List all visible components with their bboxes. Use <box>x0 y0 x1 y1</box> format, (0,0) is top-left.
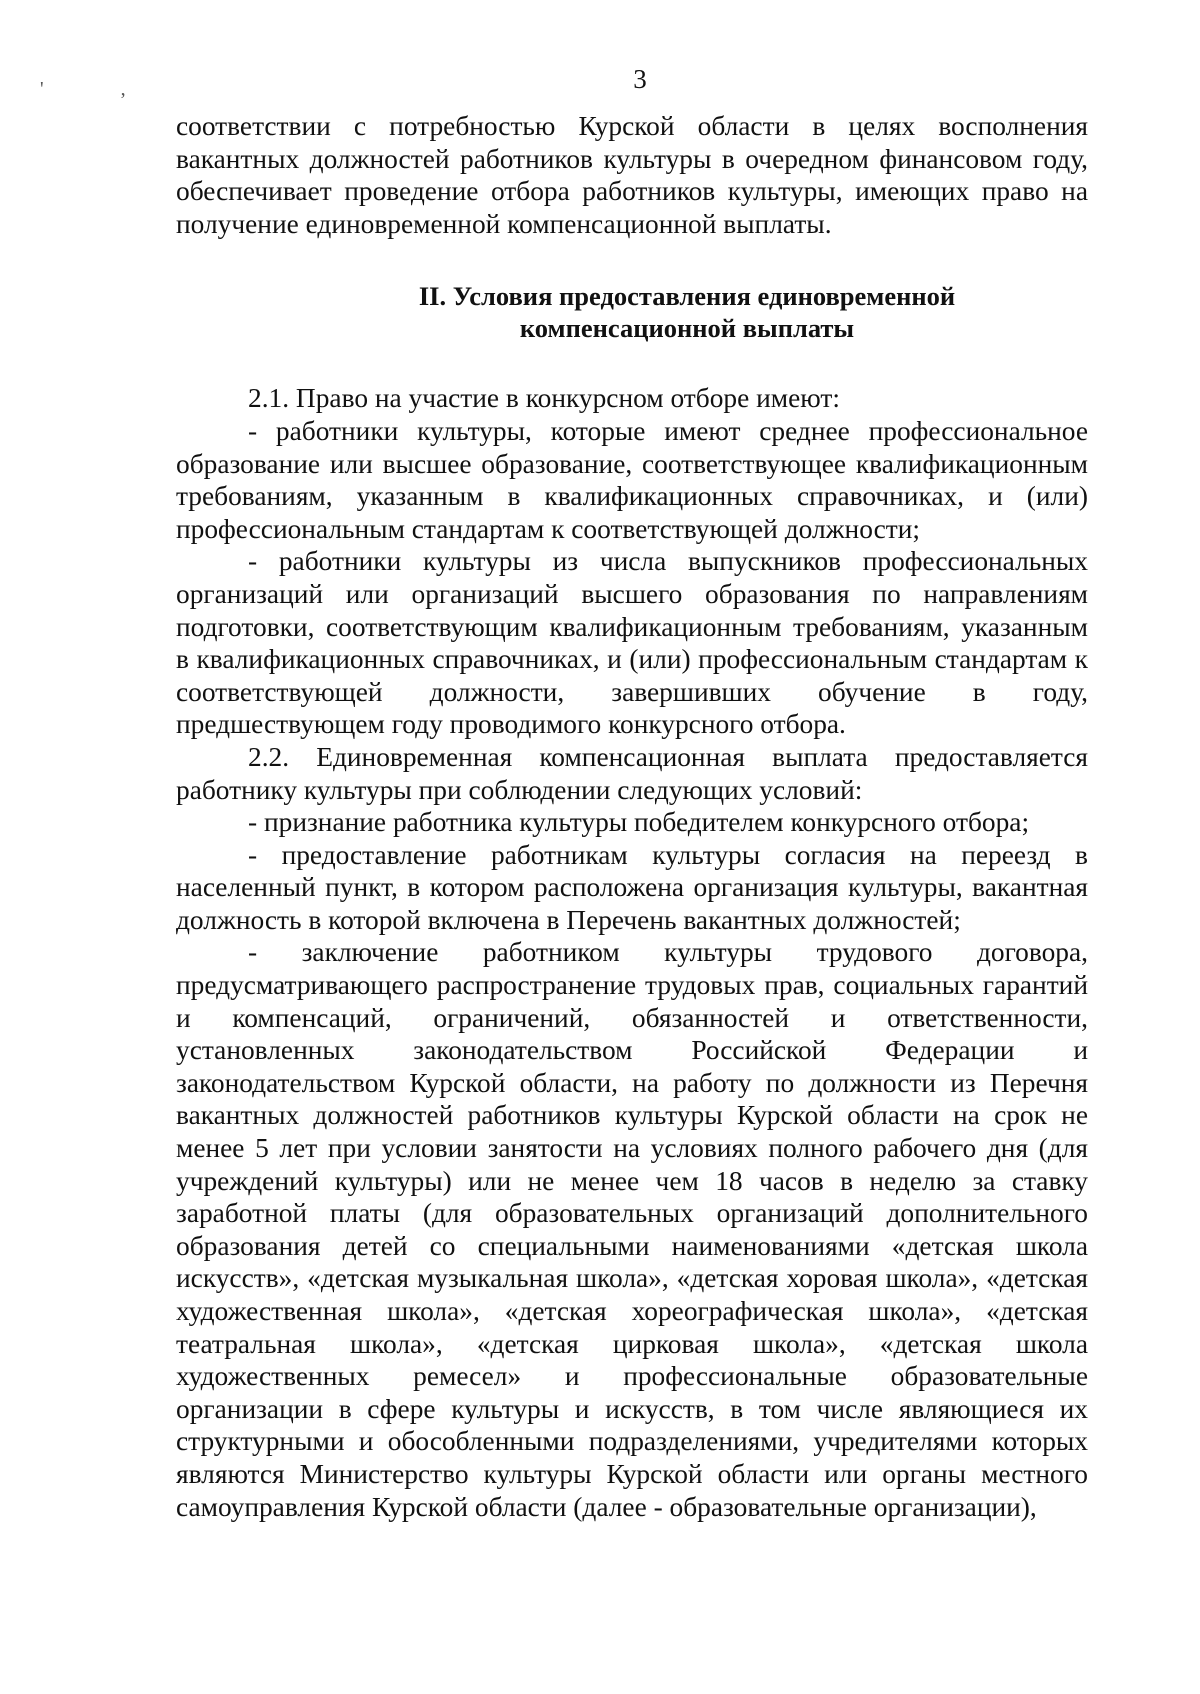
section-heading <box>176 280 1088 344</box>
list-item: - работники культуры, которые имеют среднее профессиональное образование или высшее образование, соответствующее квалификационным требованиям, указанным в квалификационных справочниках, и (или) профессиональным стандартам к соответствующей должности; <box>176 415 1088 544</box>
paragraph-2-2: 2.2. Единовременная компенсационная выплата предоставляется работнику культуры при соблюдении следующих условий: <box>176 741 1088 805</box>
paragraph-intro: соответствии с потребностью Курской области в целях восполнения вакантных должностей работников культуры в очередном финансовом году, обеспечивает проведение отбора работников культуры, имеющих право на получение единовременной компенсационной выплаты. <box>176 111 1088 239</box>
section-heading-line-1: II. Условия предоставления единовременной <box>418 281 956 312</box>
paragraph-2-1: 2.1. Право на участие в конкурсном отборе имеют: <box>248 383 840 414</box>
list-item: - предоставление работникам культуры согласия на переезд в населенный пункт, в котором расположена организация культуры, вакантная должность в которой включена в Перечень вакантных должностей; <box>176 839 1088 935</box>
page-number: 3 <box>633 64 647 94</box>
list-item: - работники культуры из числа выпускников профессиональных организаций или организаций высшего образования по направлениям подготовки, соответствующим квалификационным требованиям, указанным в квалификационных справочниках, и (или) профессиональным стандартам к соответствующей должности, завершивших обучение в году, предшествующем году проводимого конкурсного отбора. <box>176 546 1088 740</box>
list-item: - признание работника культуры победителем конкурсного отбора; <box>248 807 1030 838</box>
section-heading-line-2: компенсационной выплаты <box>519 313 855 344</box>
scan-marks: ' , <box>40 78 162 100</box>
list-item: - заключение работником культуры трудового договора, предусматривающего распространение трудовых прав, социальных гарантий и компенсаций, ограничений, обязанностей и ответственности, установленных законодательством Российской Федерации и законодательством Курской области, на работу по должности из Перечня вакантных должностей работников культуры Курской области на срок не менее 5 лет при условии занятости на условиях полного рабочего дня (для учреждений культуры) или не менее чем 18 часов в неделю за ставку заработной платы (для образовательных организаций дополнительного образования детей со специальными наименованиями «детская школа искусств», «детская музыкальная школа», «детская хоровая школа», «детская художественная школа», «детская хореографическая школа», «детская театральная школа», «детская цирковая школа», «детская школа художественных ремесел» и профессиональные образовательные организации в сфере культуры и искусств, в том числе являющиеся их структурными и обособленными подразделениями, учредителями которых являются Министерство культуры Курской области или органы местного самоуправления Курской области (далее - образовательные организации), <box>176 937 1088 1522</box>
document-body <box>176 110 1088 1523</box>
